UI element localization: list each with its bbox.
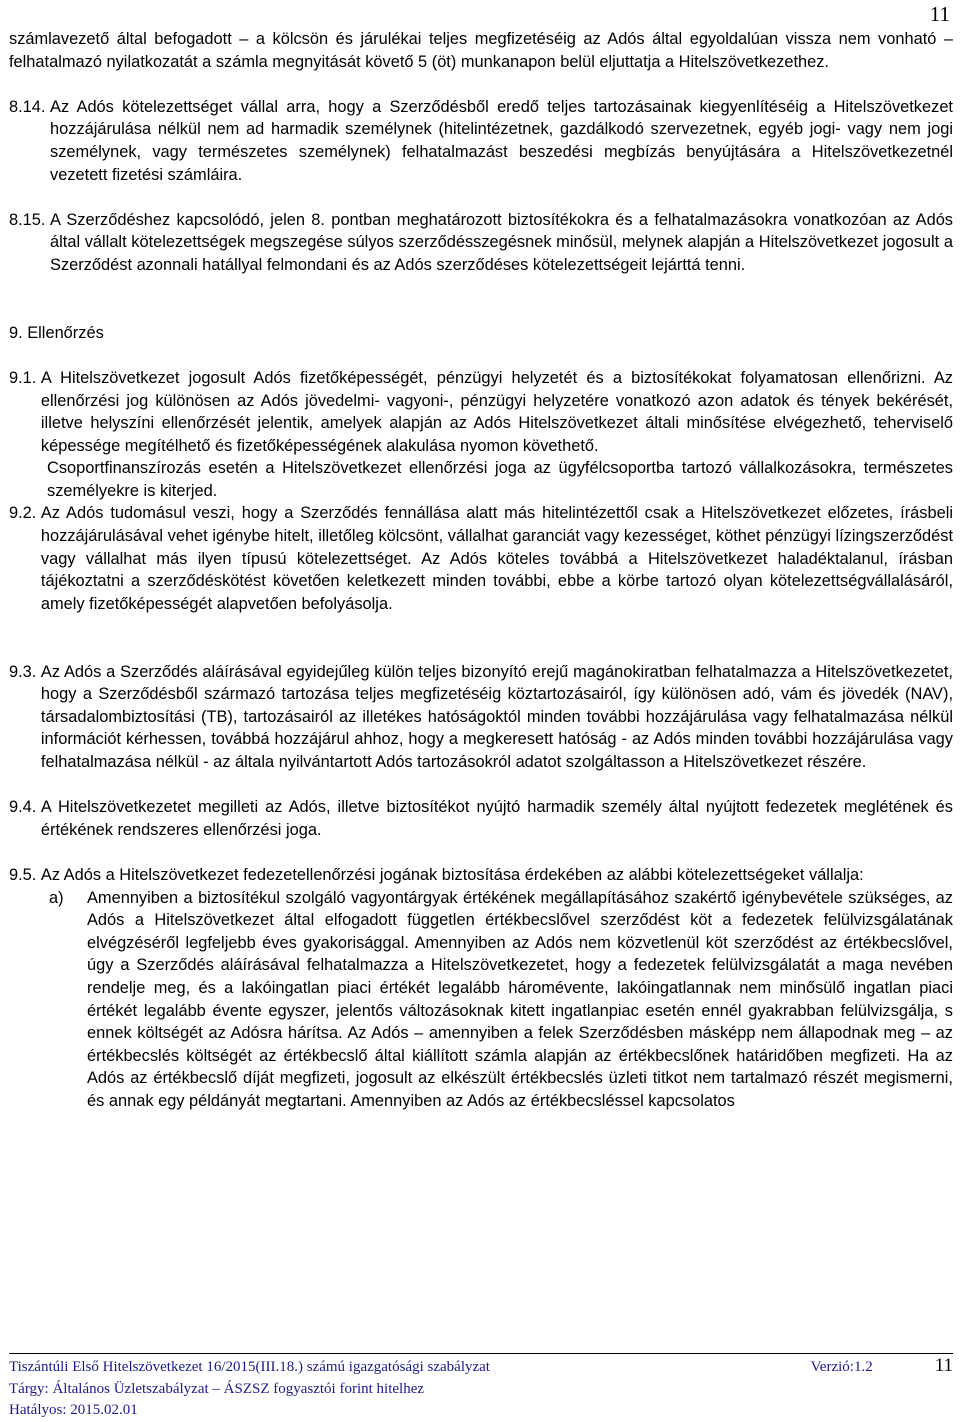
section-9-4: [9, 796, 953, 841]
section-text: Az Adós a Hitelszövetkezet fedezetellenőrzési jogának biztosítása érdekében az alábbi kötelezettségeket vállalja:: [40, 865, 864, 884]
footer-regulation: Tiszántúli Első Hitelszövetkezet 16/2015(III.18.) számú igazgatósági szabályzat: [9, 1359, 490, 1375]
section-text: Az Adós a Szerződés aláírásával egyidejűleg külön teljes bizonyító erejű magánokiratban felhatalmazza a Hitelszövetkezetet, hogy a Szerződésből származó tartozása teljes megfizetéséig köztartozásairól, így különösen adó, vám és jövedék (NAV), társadalombiztosítási (TB), tartozásairól az illetékes hatóságoktól minden további hozzájárulása vagy felhatalmazása nélkül információt kérhessen, továbbá hozzájárul ahhoz, hogy a megkeresett hatóság - az Adós minden további hozzájárulása vagy felhatalmazása nélkül - az általa nyilvántartott Adós tartozásokról adatot szolgáltasson a Hitelszövetkezet részére.: [40, 662, 953, 771]
section-9-2: [9, 502, 953, 615]
section-9-1-continuation: Csoportfinanszírozás esetén a Hitelszövetkezet ellenőrzési joga az ügyfélcsoportba tartozó vállalkozásokra, természetes személyekre is kiterjed.: [47, 459, 953, 500]
section-number: 8.14.: [9, 97, 51, 116]
section-8-15: [9, 209, 953, 277]
footer-version: Verzió:1.2: [810, 1359, 873, 1375]
footer-subject: Tárgy: Általános Üzletszabályzat – ÁSZSZ fogyasztói forint hitelhez: [9, 1380, 425, 1397]
section-number: 9.: [9, 323, 28, 342]
list-item-label: a): [49, 888, 64, 907]
section-number: 9.1.: [9, 368, 41, 387]
page-number-top: 11: [929, 2, 950, 26]
section-text: A Hitelszövetkezetet megilleti az Adós, illetve biztosítékot nyújtó harmadik személy által nyújtott fedezetek meglétének és értékének rendszeres ellenőrzési joga.: [40, 798, 953, 839]
section-title: Ellenőrzés: [27, 323, 104, 342]
section-9-heading: [9, 322, 953, 345]
page-footer: [9, 1353, 953, 1422]
section-number: 8.15.: [9, 210, 51, 229]
footer-row-1: [9, 1355, 953, 1379]
section-9-1: [9, 367, 953, 457]
section-number: 9.4.: [9, 798, 41, 817]
document-body: [9, 28, 953, 1113]
intro-paragraph: számlavezető által befogadott – a kölcsön és járulékai teljes megfizetéséig az Adós által egyoldalúan vissza nem vonható – felhatalmazó nyilatkozatát a számla megnyitását követő 5 (öt) munkanapon belül eljuttatja a Hitelszövetkezethez.: [9, 30, 953, 71]
list-item-a: [49, 887, 953, 1113]
footer-page-number: 11: [934, 1355, 953, 1376]
section-text: Az Adós tudomásul veszi, hogy a Szerződés fennállása alatt más hitelintézettől csak a Hitelszövetkezet előzetes, írásbeli hozzájárulásával vehet igénybe hitelt, illetőleg kölcsönt, vállalhat garanciát vagy kezességet, köthet pénzügyi lízingszerződést vagy vállalhat más ilyen típusú kötelezettséget. Az Adós köteles továbbá a Hitelszövetkezet haladéktalanul, írásban tájékoztatni a szerződéskötést követően keletkezett minden további, ebbe a körbe tartozó olyan kötelezettségvállalásáról, amely fizetőképességét alapvetően befolyásolja.: [40, 504, 953, 613]
section-8-14: [9, 96, 953, 186]
section-number: 9.2.: [9, 504, 41, 523]
section-text: A Szerződéshez kapcsolódó, jelen 8. pontban meghatározott biztosítékokra és a felhatalmazásokra vonatkozóan az Adós által vállalt kötelezettségek megszegése súlyos szerződésszegésnek minősül, melynek alapján a Hitelszövetkezet jogosult a Szerződést azonnali hatállyal felmondani és az Adós szerződéses kötelezettségeit lejárttá tenni.: [50, 210, 953, 274]
section-number: 9.5.: [9, 865, 41, 884]
section-9-5: [9, 864, 953, 887]
section-number: 9.3.: [9, 662, 41, 681]
section-text: A Hitelszövetkezet jogosult Adós fizetőképességét, pénzügyi helyzetét és a biztosítékokat folyamatosan ellenőrizni. Az ellenőrzési jog különösen az Adós jövedelmi- vagyoni-, pénzügyi helyzetére vonatkozó azon adatok és tények bekérését, illetve helyszíni ellenőrzését jelentik, amelyek alapján az Adós Hitelszövetkezet általi minősítése elvégezhető, teherviselő képessége megítélhető és fizetőképességének alakulása nyomon követhető.: [40, 368, 953, 455]
footer-effective-date: Hatályos: 2015.02.01: [9, 1402, 138, 1418]
section-9-3: [9, 661, 953, 774]
list-item-text: Amennyiben a biztosítékul szolgáló vagyontárgyak értékének megállapításához szakértő igénybevétele szükséges, az Adós a Hitelszövetkezet által elfogadott független értékbecslővel szerződést köt a fedezetek felülvizsgálatának elvégzéséről legfeljebb éves gyakorisággal. Amennyiben az Adós nem közvetlenül köt szerződést az értékbecslővel, úgy a Szerződés aláírásával felhatalmazza a Hitelszövetkezetet, hogy a fedezetek felülvizsgálatát a maga nevében rendelje meg, és a lakóingatlan piaci értékét legalább háromévente, lakóingatlannak nem minősülő ingatlan piaci értékét legalább évente egyszer, jelentős változásoknak kitett ingatlanpiac esetén ennél gyakrabban felülvizsgálja, s ennek költségét az Adósra hárítsa. Az Adós – amennyiben a felek Szerződésben másképp nem állapodnak meg – az értékbecslés költségét az értékbecslő által kiállított számla alapján az értékbecslőnek határidőben megfizeti. Ha az Adós az értékbecslő díját megfizeti, jogosult az elkészült értékbecslés üzleti titkot nem tartalmazó részét megismerni, és annak egy példányát megtartani. Amennyiben az Adós az értékbecsléssel kapcsolatos: [87, 888, 953, 1110]
section-text: Az Adós kötelezettséget vállal arra, hogy a Szerződésből eredő teljes tartozásainak kiegyenlítéséig a Hitelszövetkezet hozzájárulása nélkül nem ad harmadik személynek (hitelintézetnek, gazdálkodó szervezetnek, egyéb jogi- vagy nem jogi személynek, vagy természetes személynek) felhatalmazást beszedési megbízás benyújtására a Hitelszövetkezetnél vezetett fizetési számláira.: [50, 97, 953, 184]
